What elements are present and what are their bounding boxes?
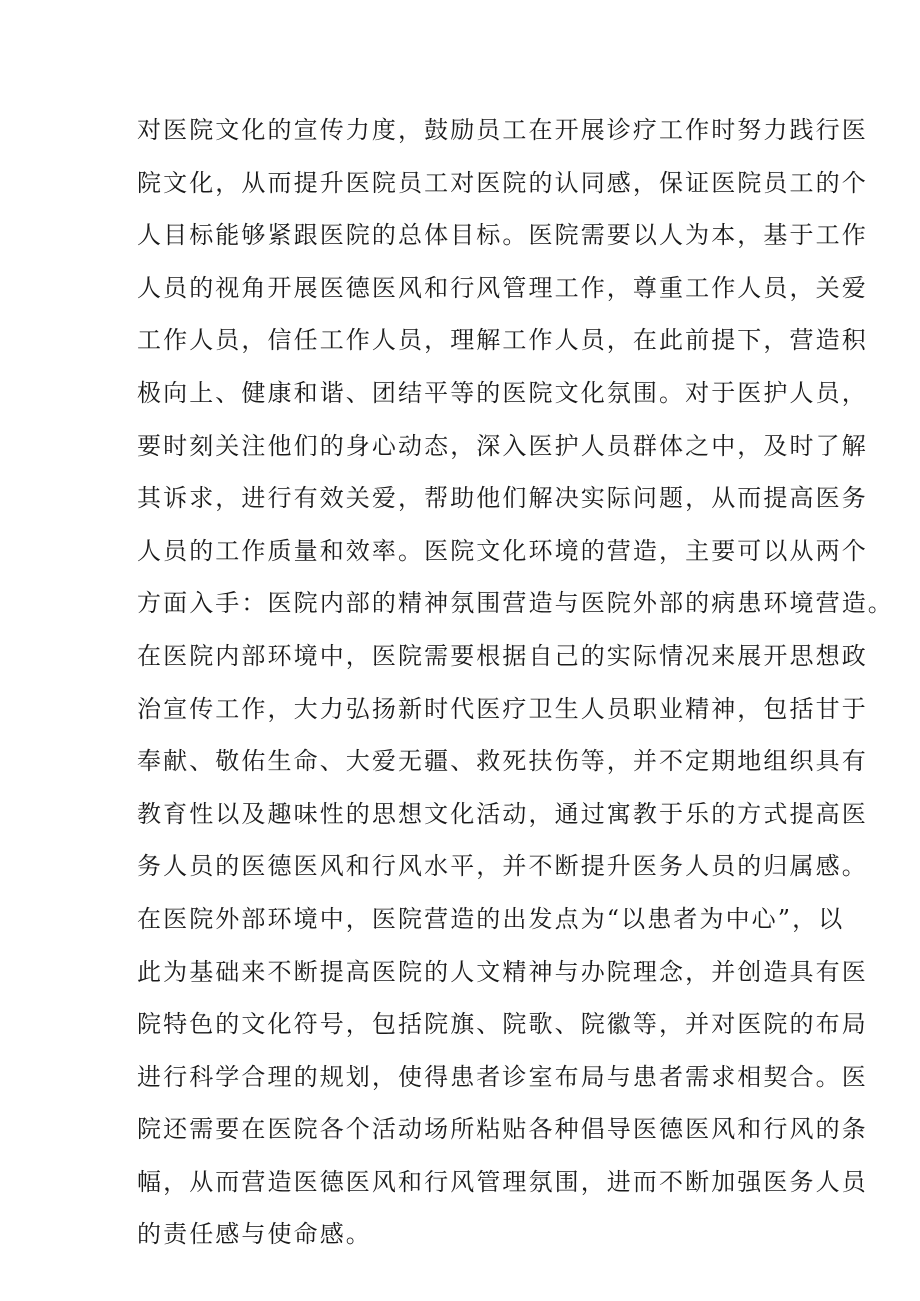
text-line: 要时刻关注他们的身心动态，深入医护人员群体之中，及时了解 xyxy=(137,431,868,460)
text-line: 在医院外部环境中，医院营造的出发点为“以患者为中心”，以 xyxy=(137,904,845,933)
text-line: 工作人员，信任工作人员，理解工作人员，在此前提下，营造积 xyxy=(137,326,868,355)
text-line: 此为基础来不断提高医院的人文精神与办院理念，并创造具有医 xyxy=(137,957,868,986)
text-line: 教育性以及趣味性的思想文化活动，通过寓教于乐的方式提高医 xyxy=(137,799,868,828)
text-line: 幅，从而营造医德医风和行风管理氛围，进而不断加强医务人员 xyxy=(137,1167,868,1196)
text-line: 极向上、健康和谐、团结平等的医院文化氛围。对于医护人员， xyxy=(137,378,868,407)
text-line: 院还需要在医院各个活动场所粘贴各种倡导医德医风和行风的条 xyxy=(137,1115,868,1144)
text-line: 院文化，从而提升医院员工对医院的认同感，保证医院员工的个 xyxy=(137,168,868,197)
text-line: 人员的视角开展医德医风和行风管理工作，尊重工作人员，关爱 xyxy=(137,273,868,302)
text-line: 进行科学合理的规划，使得患者诊室布局与患者需求相契合。医 xyxy=(137,1062,868,1091)
text-line: 人目标能够紧跟医院的总体目标。医院需要以人为本，基于工作 xyxy=(137,221,868,250)
body-paragraph xyxy=(137,104,894,1261)
text-line: 在医院内部环境中，医院需要根据自己的实际情况来展开思想政 xyxy=(137,641,868,670)
text-line: 对医院文化的宣传力度，鼓励员工在开展诊疗工作时努力践行医 xyxy=(137,116,868,144)
text-line: 院特色的文化符号，包括院旗、院歌、院徽等，并对医院的布局 xyxy=(137,1010,868,1039)
text-line: 治宣传工作，大力弘扬新时代医疗卫生人员职业精神，包括甘于 xyxy=(137,694,868,723)
text-line: 务人员的医德医风和行风水平，并不断提升医务人员的归属感。 xyxy=(137,852,868,881)
text-line: 奉献、敬佑生命、大爱无疆、救死扶伤等，并不定期地组织具有 xyxy=(137,747,868,776)
text-line: 其诉求，进行有效关爱，帮助他们解决实际问题，从而提高医务 xyxy=(137,484,868,513)
text-line: 的责任感与使命感。 xyxy=(137,1220,372,1249)
text-line: 人员的工作质量和效率。医院文化环境的营造，主要可以从两个 xyxy=(137,536,868,565)
text-line: 方面入手：医院内部的精神氛围营造与医院外部的病患环境营造。 xyxy=(137,589,894,618)
